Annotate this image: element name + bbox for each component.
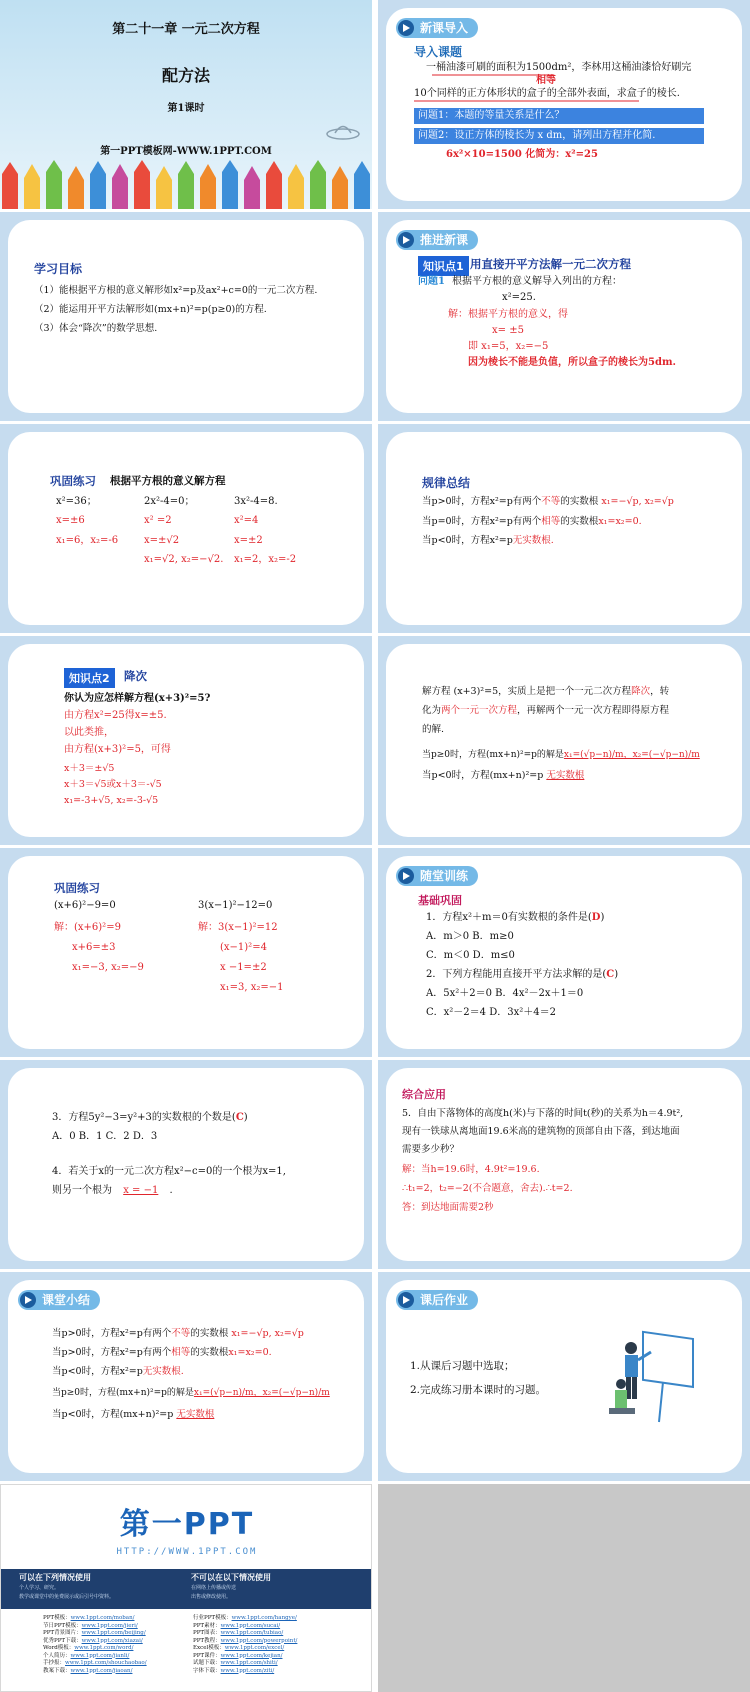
link-row[interactable]: 字体下载：www.1ppt.com/ziti/ [193,1667,275,1674]
col1-step: x=±6 [56,515,85,526]
slide-card [386,220,742,413]
sol-b-2: (x−1)²=4 [220,942,267,953]
link-row[interactable]: Word模板：www.1ppt.com/word/ [43,1645,134,1651]
usage-allowed-2: 教学或课堂中的免费展示或后引号中资料。 [19,1594,115,1600]
col2-step-1: x² =2 [144,515,172,526]
link-row[interactable]: 手抄报：www.1ppt.com/shouchaobao/ [43,1660,147,1666]
summary-line-5: 当p<0时，方程(mx+n)²=p 无实数根 [52,1409,215,1420]
knowledge-point-title: 用直接开平方法解一元二次方程 [470,257,631,271]
slide-intro[interactable] [378,0,750,209]
col2-step-2: x=±√2 [144,535,180,546]
rule-line-1: 当p>0时，方程x²=p有两个不等的实数根 x₁=−√p, x₂=√p [422,496,674,507]
solution-line-1: 解：根据平方根的意义，得 [448,309,568,320]
equation: x²=25. [502,292,536,303]
play-icon [398,20,414,36]
application-s2: ∴t₁=2，t₂=−2(不合题意，舍去).∴t=2. [402,1183,573,1194]
empty-placeholder [378,1484,750,1692]
homework-item-2: 2.完成练习册本课时的习题。 [410,1384,547,1396]
col2-eq: 2x²-4=0； [144,496,195,507]
section-badge: 课后作业 [396,1290,478,1310]
slide-card [386,1068,742,1261]
slide-practice-1[interactable] [0,424,372,633]
slide-new-lesson[interactable] [378,212,750,421]
link-row[interactable]: 行业PPT模板：www.1ppt.com/hangye/ [193,1615,297,1621]
slide-practice-2[interactable] [0,848,372,1057]
slide-application[interactable] [378,1060,750,1269]
teacher-board-illustration [601,1322,701,1427]
col3-step-2: x=±2 [234,535,263,546]
reduce-para-3: 的解. [422,724,445,735]
objective-1: （1）能根据平方根的意义解形如x²=p及ax²+c=0的一元二次方程. [34,285,318,296]
slide-card [386,1280,742,1473]
exercise-q4b: 则另一个根为 x = −1 . [52,1185,173,1196]
link-row[interactable]: 教案下载：www.1ppt.com/jiaoan/ [43,1667,133,1674]
col3-step-1: x²=4 [234,515,259,526]
links-left [43,1615,193,1675]
sol-a-2: x+6=±3 [72,942,116,953]
solution-line-2: x= ±5 [492,325,524,336]
play-icon [398,232,414,248]
link-row[interactable]: PPT模板：www.1ppt.com/moban/ [43,1615,135,1621]
homework-item-1: 1.从课后习题中选取； [410,1360,515,1372]
col2-roots: x₁=√2, x₂=−√2. [144,554,224,565]
play-icon [20,1292,36,1308]
application-p3: 需要多少秒？ [402,1144,460,1155]
slide-card [8,644,364,837]
pencils-illustration [0,158,372,209]
reduce-line-1: 由方程x²=25得x=±5. [64,710,167,721]
knowledge-point-box: 知识点1 [418,256,469,276]
equal-mark: 相等 [536,75,556,86]
sol-a-3: x₁=−3, x₂=−9 [72,962,144,973]
application-s3: 答：到达地面需要2秒 [402,1202,494,1213]
slide-card [386,644,742,837]
application-s1: 解：当h=19.6时，4.9t²=19.6. [402,1164,540,1175]
section-badge: 推进新课 [396,230,478,250]
slide-reduce-summary[interactable] [378,636,750,845]
exercise-q1: 1．方程x²＋m＝0有实数根的条件是(D) [426,912,605,923]
objective-2: （2）能运用开平方法解形如(mx+n)²=p(p≥0)的方程. [34,304,267,315]
knowledge-point-box: 知识点2 [64,668,115,688]
application-p1: 5．自由下落物体的高度h(米)与下落的时间t(秒)的关系为h＝4.9t², [402,1108,684,1119]
play-icon [398,1292,414,1308]
summary-line-1: 当p>0时，方程x²=p有两个不等的实数根 x₁=−√p, x₂=√p [52,1328,304,1339]
question-text: 根据平方根的意义解导入列出的方程： [452,276,622,287]
summary-line-2: 当p>0时，方程x²=p有两个相等的实数根x₁=x₂=0. [52,1347,272,1358]
link-row[interactable]: 个人简历：www.1ppt.com/jianli/ [43,1652,130,1659]
slide-reduce-degree[interactable] [0,636,372,845]
slide-card [8,1068,364,1261]
sol-b-4: x₁=3, x₂=−1 [220,982,284,993]
section-badge: 新课导入 [396,18,478,38]
link-row[interactable]: PPT课件：www.1ppt.com/kejian/ [193,1652,283,1659]
link-row[interactable]: 试题下载：www.1ppt.com/shiti/ [193,1660,278,1666]
slide-credits[interactable] [0,1484,372,1692]
practice-heading: 巩固练习 [54,881,100,895]
rule-heading: 规律总结 [422,476,471,490]
brand-url[interactable]: HTTP://WWW.1PPT.COM [116,1547,258,1557]
link-row[interactable]: PPT素材：www.1ppt.com/sucai/ [193,1622,281,1629]
summary-line-3: 当p<0时，方程x²=p无实数根. [52,1366,184,1377]
link-row[interactable]: 节日PPT模板：www.1ppt.com/jieri/ [43,1622,138,1629]
intro-heading: 导入课题 [414,45,463,59]
rule-line-2: 当p=0时，方程x²=p有两个相等的实数根x₁=x₂=0. [422,516,642,527]
rule-line-3: 当p<0时，方程x²=p无实数根. [422,535,554,546]
eq-a: (x+6)²−9=0 [54,900,116,911]
summary-line-4: 当p≥0时，方程(mx+n)²=p的解是x₁=(√p−n)/m，x₂=(−√p−n)/m [52,1388,330,1398]
slide-summary-rule[interactable] [378,424,750,633]
objective-3: （3）体会“降次”的数学思想. [34,323,158,334]
practice-heading: 巩固练习 [50,474,96,488]
knowledge-point-title: 降次 [124,669,147,683]
exercise-q3: 3．方程5y²−3=y²+3的实数根的个数是(C) [52,1112,248,1123]
slide-objectives[interactable] [0,212,372,421]
reduce-step-2: x＋3＝√5或x＋3＝-√5 [64,779,162,790]
link-row[interactable]: PPT教程：www.1ppt.com/powerpoint/ [193,1637,298,1644]
usage-allowed-1: 个人学习、研究。 [19,1585,60,1591]
link-row[interactable]: PPT图表：www.1ppt.com/tubiao/ [193,1630,284,1636]
exercise-q2-opts-a: A．5x²＋2＝0 B．4x²－2x＋1＝0 [426,988,584,999]
brand-logo: 第一PPT [119,1507,255,1542]
link-row[interactable]: PPT背景图片：www.1ppt.com/beijing/ [43,1630,146,1636]
exercise-q2-opts-b: C．x²－2＝4 D．3x²＋4＝2 [426,1007,556,1018]
slide-card [386,856,742,1049]
reduce-case-1: 当p≥0时，方程(mx+n)²=p的解是x₁=(√p−n)/m，x₂=(−√p−n)/m [422,750,700,760]
reduce-line-3: 由方程(x+3)²=5，可得 [64,744,171,755]
application-p2: 现有一铁球从离地面19.6米高的建筑物的顶部自由下落，到达地面 [402,1126,680,1137]
col3-roots: x₁=2，x₂=-2 [234,554,297,565]
reduce-para-2: 化为两个一元一次方程，再解两个一元一次方程即得原方程 [422,705,670,716]
usage-panel [1,1569,372,1609]
slide-card [386,8,742,201]
links-right [193,1615,353,1675]
sol-b-3: x −1=±2 [220,962,267,973]
solution-line-4: 因为棱长不能是负值，所以盒子的棱长为5dm. [468,357,677,368]
link-row[interactable]: Excel模板：www.1ppt.com/excel/ [193,1645,285,1651]
slide-exercise-2[interactable] [0,1060,372,1269]
slide-card [386,432,742,625]
reduce-question: 你认为应怎样解方程(x+3)²=5? [64,693,211,704]
exercise-heading: 基础巩固 [418,894,462,907]
chapter-title: 第二十一章 一元二次方程 [112,22,260,37]
question-2: 问题2：设正方体的棱长为 x dm，请列出方程并化简. [414,128,704,144]
section-badge: 随堂训练 [396,866,478,886]
underline-annotation [414,74,694,104]
col1-eq: x²=36； [56,496,97,507]
slide-card [8,432,364,625]
exercise-q3-opts: A．0 B．1 C．2 D．3 [52,1131,158,1142]
slide-card [8,1280,364,1473]
problem-line-1: 一桶油漆可刷的面积为1500dm²，李林用这桶油漆恰好刷完 [426,62,692,73]
objectives-heading: 学习目标 [34,262,83,276]
exercise-q1-opts-a: A．m＞0 B．m≥0 [426,931,514,942]
ufo-icon [325,120,361,142]
exercise-q1-opts-b: C．m＜0 D．m≤0 [426,950,515,961]
usage-forbidden-2: 出售或修改使用。 [191,1594,232,1600]
play-icon [398,868,414,884]
slide-card [8,220,364,413]
reduce-case-2: 当p<0时，方程(mx+n)²=p 无实数根 [422,770,585,781]
reduce-step-3: x₁=-3+√5, x₂=-3-√5 [64,795,159,806]
lesson-title: 配方法 [161,66,210,85]
usage-forbidden-1: 在网络上传播或传送 [191,1585,237,1591]
col1-roots: x₁=6，x₂=-6 [56,535,119,546]
slide-homework[interactable] [378,1272,750,1481]
usage-forbidden-heading: 不可以在以下情况使用 [191,1572,271,1582]
exercise-q2: 2．下列方程能用直接开平方法求解的是(C) [426,969,619,980]
slide-title[interactable] [0,0,372,209]
practice-subtitle: 根据平方根的意义解方程 [110,475,226,487]
section-badge: 课堂小结 [18,1290,100,1310]
lesson-number: 第1课时 [167,103,205,114]
reduce-para-1: 解方程 (x+3)²=5，实质上是把一个一元二次方程降次，转 [422,686,670,697]
slide-lesson-summary[interactable] [0,1272,372,1481]
question-1: 问题1：本题的等量关系是什么？ [414,108,704,124]
question-label: 问题1 [418,276,445,287]
problem-line-2: 10个同样的正方体形状的盒子的全部外表面，求盒子的棱长. [414,88,680,99]
reduce-line-2: 以此类推， [64,727,114,738]
col3-eq: 3x²-4=8. [234,496,278,507]
answer-equation: 6x²×10=1500 化简为：x²=25 [446,149,598,160]
site-label: 第一PPT模板网-WWW.1PPT.COM [100,146,272,157]
usage-allowed-heading: 可以在下列情况使用 [19,1572,91,1582]
application-heading: 综合应用 [402,1088,446,1101]
link-row[interactable]: 优秀PPT下载：www.1ppt.com/xiazai/ [43,1637,143,1644]
eq-b: 3(x−1)²−12=0 [198,900,273,911]
slide-exercise[interactable] [378,848,750,1057]
solution-line-3: 即 x₁=5，x₂=−5 [468,341,549,352]
slide-card [8,856,364,1049]
exercise-q4: 4．若关于x的一元二次方程x²−c=0的一个根为x=1, [52,1166,286,1177]
reduce-step-1: x＋3＝±√5 [64,763,115,774]
sol-b-1: 解：3(x−1)²=12 [198,922,278,933]
sol-a-1: 解：(x+6)²=9 [54,922,121,933]
